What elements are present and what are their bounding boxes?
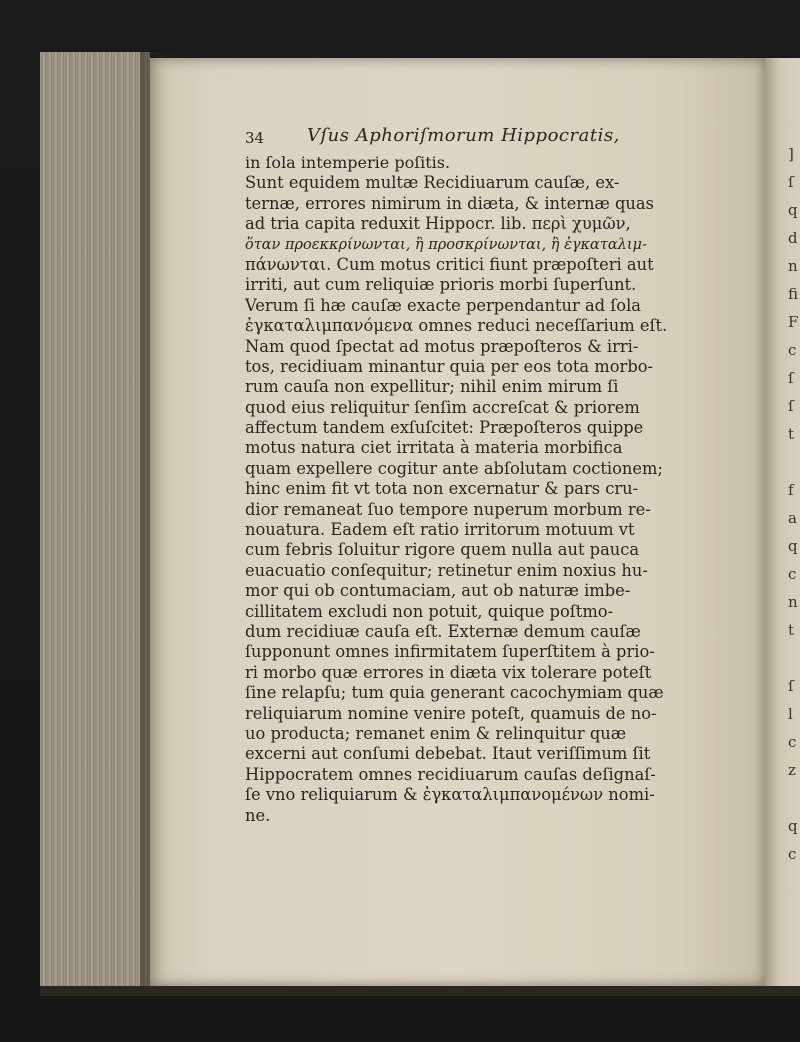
text-line: ὅταν προεκκρίνωνται, ἢ προσκρίνωνται, ἢ ἐγκαταλιμ- bbox=[245, 236, 647, 253]
text-line: Nam quod ſpectat ad motus præpoſteros & irri- bbox=[245, 336, 639, 356]
text-line: uo producta; remanet enim & relinquitur quæ bbox=[245, 723, 627, 743]
text-line: ternæ, errores nimirum in diæta, & internæ quas bbox=[245, 193, 654, 213]
left-page-stack bbox=[40, 52, 150, 992]
text-line: in ſola intemperie poſitis. bbox=[245, 153, 451, 172]
text-line: motus natura ciet irritata à materia morbifica bbox=[245, 438, 623, 458]
text-line: ἐγκαταλιμπανόμενα omnes reduci neceſſarium eſt. bbox=[245, 316, 668, 336]
text-line: ſe vno reliquiarum & ἐγκαταλιμπανομένων nomi- bbox=[245, 785, 655, 805]
text-line: ad tria capita reduxit Hippocr. lib. περὶ χυμῶν, bbox=[245, 214, 631, 234]
text-line: hinc enim fit vt tota non excernatur & pars cru- bbox=[245, 479, 639, 499]
text-line: ri morbo quæ errores in diæta vix tolerare poteſt bbox=[245, 662, 652, 682]
text-line: cillitatem excludi non potuit, quique poſtmo- bbox=[245, 601, 614, 621]
text-line: cum febris ſoluitur rigore quem nulla aut pauca bbox=[245, 540, 640, 560]
page-header bbox=[245, 125, 745, 153]
text-line: quod eius reliquitur ſenſim accreſcat & priorem bbox=[245, 397, 640, 417]
page-number: 34 bbox=[245, 129, 265, 147]
text-line: irriti, aut cum reliquiæ prioris morbi ſuperſunt. bbox=[245, 275, 637, 295]
text-line: quam expellere cogitur ante abſolutam coctionem; bbox=[245, 458, 663, 478]
page-text bbox=[245, 125, 745, 826]
text-line: Hippocratem omnes recidiuarum cauſas deſignaſ- bbox=[245, 764, 656, 784]
adjacent-page-letters: ] ſ q d n fi F c ſ ſ t f a q c n t ſ l c z q c bbox=[788, 145, 799, 863]
text-line: Sunt equidem multæ Recidiuarum cauſæ, ex- bbox=[245, 173, 620, 193]
text-line: πάνωνται. Cum motus critici fiunt præpoſteri aut bbox=[245, 254, 654, 274]
text-line: reliquiarum nomine venire poteſt, quamuis de no- bbox=[245, 703, 657, 723]
text-line: dior remaneat ſuo tempore nuperum morbum re- bbox=[245, 499, 651, 519]
body-text bbox=[245, 153, 745, 826]
text-line: dum recidiuæ cauſa eſt. Externæ demum cauſæ bbox=[245, 621, 641, 641]
text-line: ſupponunt omnes infirmitatem ſuperſtitem à prio- bbox=[245, 642, 655, 662]
text-line: excerni aut conſumi debebat. Itaut veriſſimum ſit bbox=[245, 744, 651, 764]
text-line: affectum tandem exſuſcitet: Præpoſteros quippe bbox=[245, 418, 644, 438]
text-line: nouatura. Eadem eſt ratio irritorum motuum vt bbox=[245, 520, 635, 540]
text-line: rum cauſa non expellitur; nihil enim mirum ſi bbox=[245, 377, 619, 397]
text-line: mor qui ob contumaciam, aut ob naturæ imbe- bbox=[245, 581, 631, 601]
text-line: ſine relapſu; tum quia generant cacochymiam quæ bbox=[245, 683, 664, 703]
text-line: ne. bbox=[245, 805, 271, 825]
text-line: tos, recidiuam minantur quia per eos tota morbo- bbox=[245, 356, 654, 376]
text-line: Verum ſi hæ cauſæ exacte perpendantur ad ſola bbox=[245, 295, 641, 315]
running-head: Vſus Aphoriſmorum Hippocratis, bbox=[307, 125, 620, 146]
bottom-binding bbox=[40, 986, 800, 996]
text-line: euacuatio conſequitur; retinetur enim noxius hu- bbox=[245, 560, 648, 580]
